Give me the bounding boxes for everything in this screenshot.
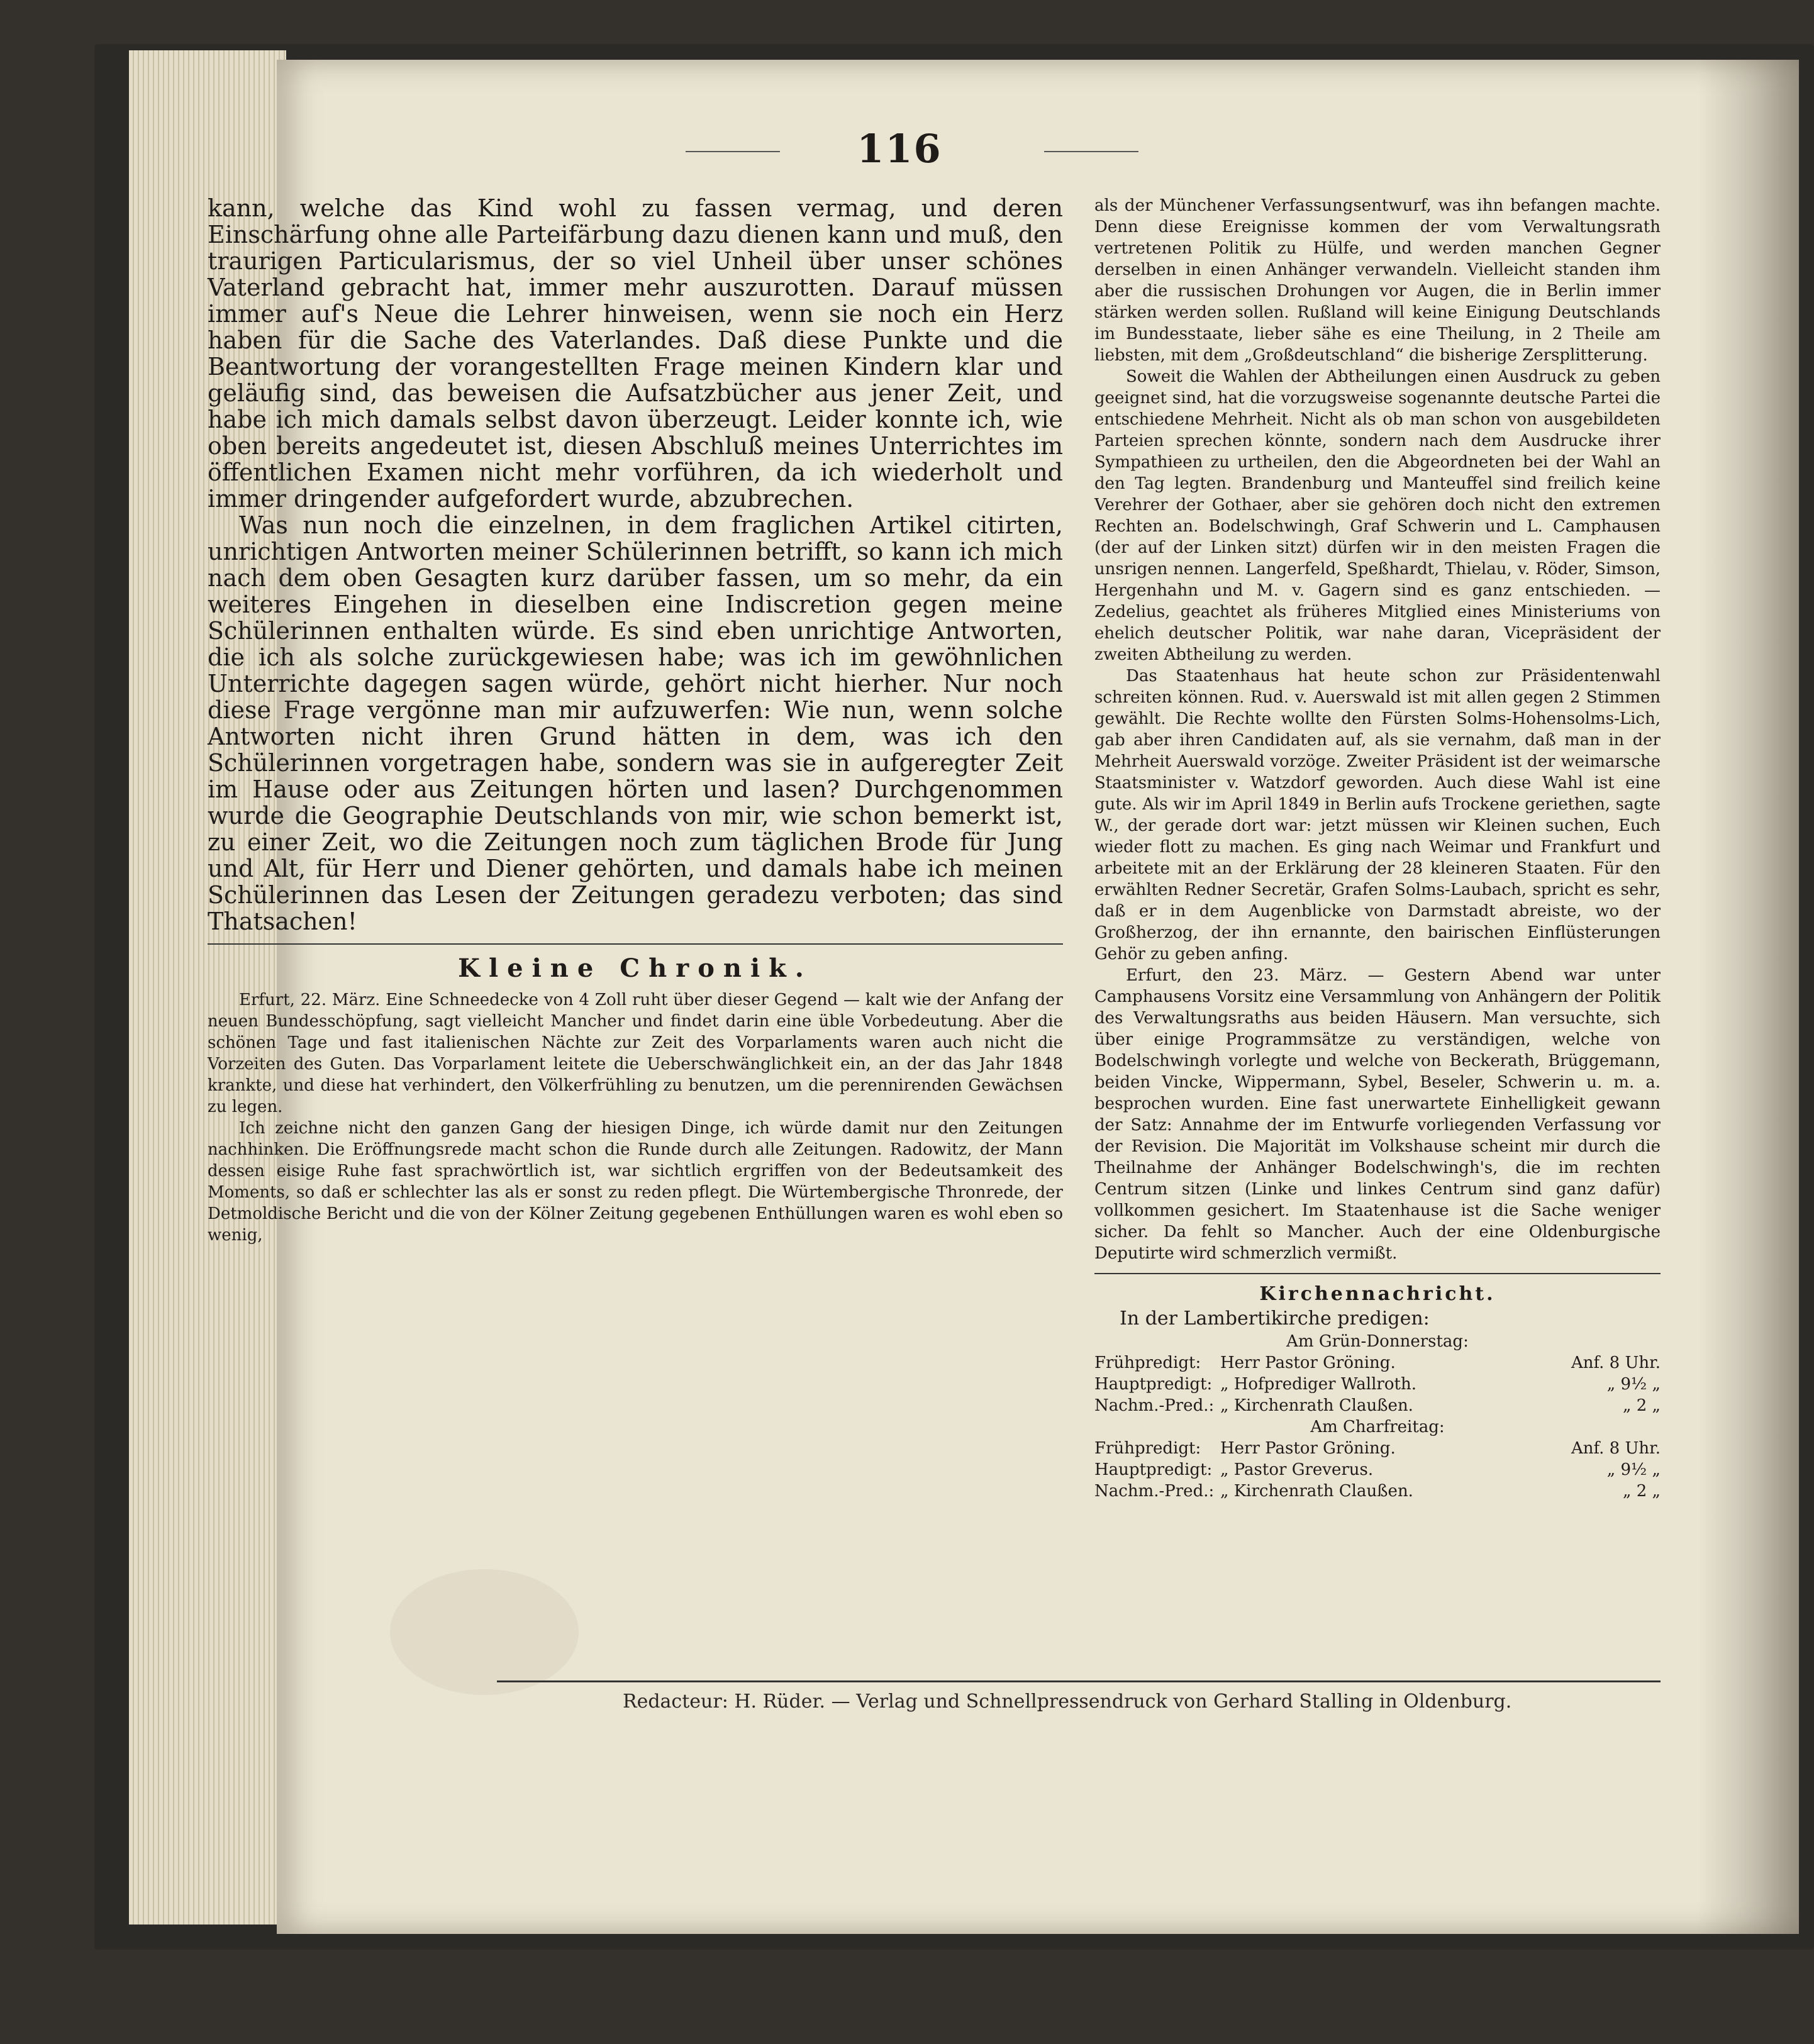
service-preacher: „ Kirchenrath Claußen. <box>1220 1482 1413 1501</box>
spine-shadow <box>1698 60 1799 1934</box>
service-preacher: „ Hofprediger Wallroth. <box>1220 1375 1416 1394</box>
service-role: Frühpredigt: <box>1094 1353 1201 1372</box>
service-preacher: „ Kirchenrath Claußen. <box>1220 1396 1413 1415</box>
church-notice-title: Kirchennachricht. <box>1259 1283 1496 1305</box>
chronik-paragraph: Erfurt, 22. März. Eine Schneedecke von 4 Zoll ruht über dieser Gegend — kalt wie der Anfang der neuen Bundesschöpfung, sagt vielleicht Mancher und findet darin eine üble Vorbedeutung. Aber die schönen Tage und fast italienischen Nächte zur Zeit des Vorparlaments waren auch nicht die Vorzeiten des Guten. Das Vorparlament leitete die Ueberschwänglichkeit ein, an der das Jahr 1848 krankte, und diese hat verhindert, den Völkerfrühling zu benutzen, um die perennirenden Gewächsen zu legen. <box>208 991 1063 1116</box>
service-row <box>1094 1352 1661 1374</box>
service-time: „ 9½ „ <box>1606 1375 1661 1394</box>
paper-stain <box>390 1569 579 1695</box>
header-rule-left <box>686 151 780 152</box>
page-header <box>629 126 1170 172</box>
right-column <box>1094 195 1661 1502</box>
article-paragraph: Soweit die Wahlen der Abtheilungen einen Ausdruck zu geben geeignet sind, hat die vorzugsweise sogenannte deutsche Partei die entschiedene Mehrheit. Nicht als ob man schon von ausgebildeten Parteien sprechen könnte, sondern nach dem Ausdrucke ihrer Sympathieen zu urtheilen, den die Abgeordneten bei der Wahl an den Tag legten. Brandenburg und Manteuffel sind freilich keine Verehrer der Gothaer, aber sie gehören doch nicht den extremen Rechten an. Bodelschwingh, Graf Schwerin und L. Camphausen (der auf der Linken sitzt) dürfen wir in den meisten Fragen die unsrigen nennen. Langerfeld, Speßhardt, Thielau, v. Röder, Simson, Hergenhahn und M. v. Gagern sind es ganz entschieden. — Zedelius, geachtet als früheres Mitglied eines Ministeriums von ehelich deutscher Politik, war nahe daran, Vicepräsident der zweiten Abtheilung zu werden. <box>1094 367 1661 664</box>
service-preacher: Herr Pastor Gröning. <box>1220 1439 1396 1458</box>
service-role: Nachm.-Pred.: <box>1094 1482 1215 1501</box>
service-time: „ 2 „ <box>1622 1482 1661 1501</box>
service-time: „ 2 „ <box>1622 1396 1661 1415</box>
section-divider <box>208 943 1063 945</box>
article-paragraph: kann, welche das Kind wohl zu fassen vermag, und deren Einschärfung ohne alle Parteifärbung dazu dienen kann und muß, den traurigen Particularismus, der so viel Unheil über unser schönes Vaterland gebracht hat, immer mehr auszurotten. Darauf müssen immer auf's Neue die Lehrer hinweisen, wenn sie noch ein Herz haben für die Sache des Vaterlandes. Daß diese Punkte und die Beantwortung der vorangestellten Frage meinen Kindern klar und geläufig sind, das beweisen die Aufsatzbücher aus jener Zeit, und habe ich mich damals selbst davon überzeugt. Leider konnte ich, wie oben bereits angedeutet ist, diesen Abschluß meines Unterrichtes im öffentlichen Examen nicht mehr vorführen, da ich wiederholt und immer dringender aufgefordert wurde, abzubrechen. <box>208 194 1063 513</box>
service-day-label: Am Grün-Donnerstag: <box>1286 1332 1469 1351</box>
imprint-line: Redacteur: H. Rüder. — Verlag und Schnellpressendruck von Gerhard Stalling in Oldenburg. <box>623 1691 1512 1713</box>
service-role: Frühpredigt: <box>1094 1439 1201 1458</box>
article-paragraph: als der Münchener Verfassungsentwurf, was ihn befangen machte. Denn diese Ereignisse kommen der vom Verwaltungsrath vertretenen Politik zu Hülfe, und werden manchen Gegner derselben in einen Anhänger verwandeln. Vielleicht standen ihm aber die russischen Drohungen vor Augen, die in Berlin immer stärken werden sollen. Rußland will keine Einigung Deutschlands im Bundesstaate, lieber sähe es eine Theilung, in 2 Theile am liebsten, mit dem „Großdeutschland“ die bisherige Zersplitterung. <box>1094 196 1661 365</box>
chronik-paragraph: Ich zeichne nicht den ganzen Gang der hiesigen Dinge, ich würde damit nur den Zeitungen nachhinken. Die Eröffnungsrede macht schon die Runde durch alle Zeitungen. Radowitz, der Mann dessen eisige Ruhe fast sprachwörtlich ist, war sichtlich ergriffen von der Bedeutsamkeit des Moments, so daß er schlechter las als er sonst zu reden pflegt. Die Würtembergische Thronrede, der Detmoldische Bericht und die von der Kölner Zeitung gegebenen Enthüllungen waren es wohl eben so wenig, <box>208 1119 1063 1245</box>
service-row <box>1094 1374 1661 1395</box>
section-title: Kleine Chronik. <box>458 953 813 983</box>
left-column <box>208 195 1063 1246</box>
service-row <box>1094 1459 1661 1480</box>
service-preacher: „ Pastor Greverus. <box>1220 1460 1374 1479</box>
service-day-label: Am Charfreitag: <box>1310 1418 1445 1436</box>
article-paragraph: Erfurt, den 23. März. — Gestern Abend war unter Camphausens Vorsitz eine Versammlung von Anhängern der Politik des Verwaltungsraths aus beiden Häusern. Man versuchte, sich über einige Programmsätze zu verständigen, welche von Bodelschwingh vorlegte und welche von Beckerath, Brüggemann, beiden Vincke, Wippermann, Sybel, Beseler, Schwerin u. m. a. besprochen wurden. Eine fast unerwartete Einhelligkeit gewann der Satz: Annahme der im Entwurfe vorliegenden Verfassung vor der Revision. Die Majorität im Volkshause scheint mir durch die Theilnahme der Anhänger Bodelschwingh's, die im rechten Centrum sitzen (Linke und linkes Centrum sind ganz dafür) vollkommen gesichert. Im Staatenhause ist die Sache weniger sicher. Da fehlt so Mancher. Auch der eine Oldenburgische Deputirte wird schmerzlich vermißt. <box>1094 966 1661 1263</box>
service-time: Anf. 8 Uhr. <box>1571 1439 1661 1458</box>
service-time: „ 9½ „ <box>1606 1460 1661 1479</box>
page-number: 116 <box>857 126 942 172</box>
service-row <box>1094 1480 1661 1502</box>
church-notice-subtitle: In der Lambertikirche predigen: <box>1120 1308 1430 1330</box>
header-rule-right <box>1044 151 1138 152</box>
article-paragraph: Das Staatenhaus hat heute schon zur Präsidentenwahl schreiten können. Rud. v. Auerswald ist mit allen gegen 2 Stimmen gewählt. Die Rechte wollte den Fürsten Solms-Hohensolms-Lich, gab aber ihren Candidaten auf, als sie vernahm, daß man in der Mehrheit Auerswald vorzöge. Zweiter Präsident ist der weimarsche Staatsminister v. Watzdorf geworden. Auch diese Wahl ist eine gute. Als wir im April 1849 in Berlin aufs Trockene geriethen, sagte W., der gerade dort war: jetzt müssen wir Kleinen suchen, Euch wieder flott zu machen. Es ging nach Weimar und Frankfurt und arbeitete mit an der Erklärung der 28 kleineren Staaten. Für den erwählten Redner Secretär, Grafen Solms-Laubach, spricht es sehr, daß er in dem Augenblicke von Darmstadt abreiste, wo der Großherzog, der ihn ernannte, den bairischen Einflüsterungen Gehör zu geben anfing. <box>1094 667 1661 964</box>
service-row <box>1094 1395 1661 1416</box>
footer-rule <box>497 1680 1661 1682</box>
service-role: Nachm.-Pred.: <box>1094 1396 1215 1415</box>
service-row <box>1094 1438 1661 1459</box>
service-time: Anf. 8 Uhr. <box>1571 1353 1661 1372</box>
service-role: Hauptpredigt: <box>1094 1460 1213 1479</box>
service-preacher: Herr Pastor Gröning. <box>1220 1353 1396 1372</box>
service-role: Hauptpredigt: <box>1094 1375 1213 1394</box>
article-paragraph: Was nun noch die einzelnen, in dem fraglichen Artikel citirten, unrichtigen Antworten meiner Schülerinnen betrifft, so kann ich mich nach dem oben Gesagten kurz darüber fassen, um so mehr, da ein weiteres Eingehen in dieselben eine Indiscretion gegen meine Schülerinnen enthalten würde. Es sind eben unrichtige Antworten, die ich als solche zurückgewiesen habe; was ich im gewöhnlichen Unterrichte dagegen sagen würde, gehört nicht hierher. Nur noch diese Frage vergönne man mir aufzuwerfen: Wie nun, wenn solche Antworten nicht ihren Grund hätten in dem, was ich den Schülerinnen vorgetragen habe, sondern was sie in aufgeregter Zeit im Hause oder aus Zeitungen hörten und lasen? Durchgenommen wurde die Geographie Deutschlands von mir, wie schon bemerkt ist, zu einer Zeit, wo die Zeitungen noch zum täglichen Brode für Jung und Alt, für Herr und Diener gehörten, und damals habe ich meinen Schülerinnen das Lesen der Zeitungen geradezu verboten; das sind Thatsachen! <box>208 511 1063 935</box>
section-divider <box>1094 1273 1661 1274</box>
